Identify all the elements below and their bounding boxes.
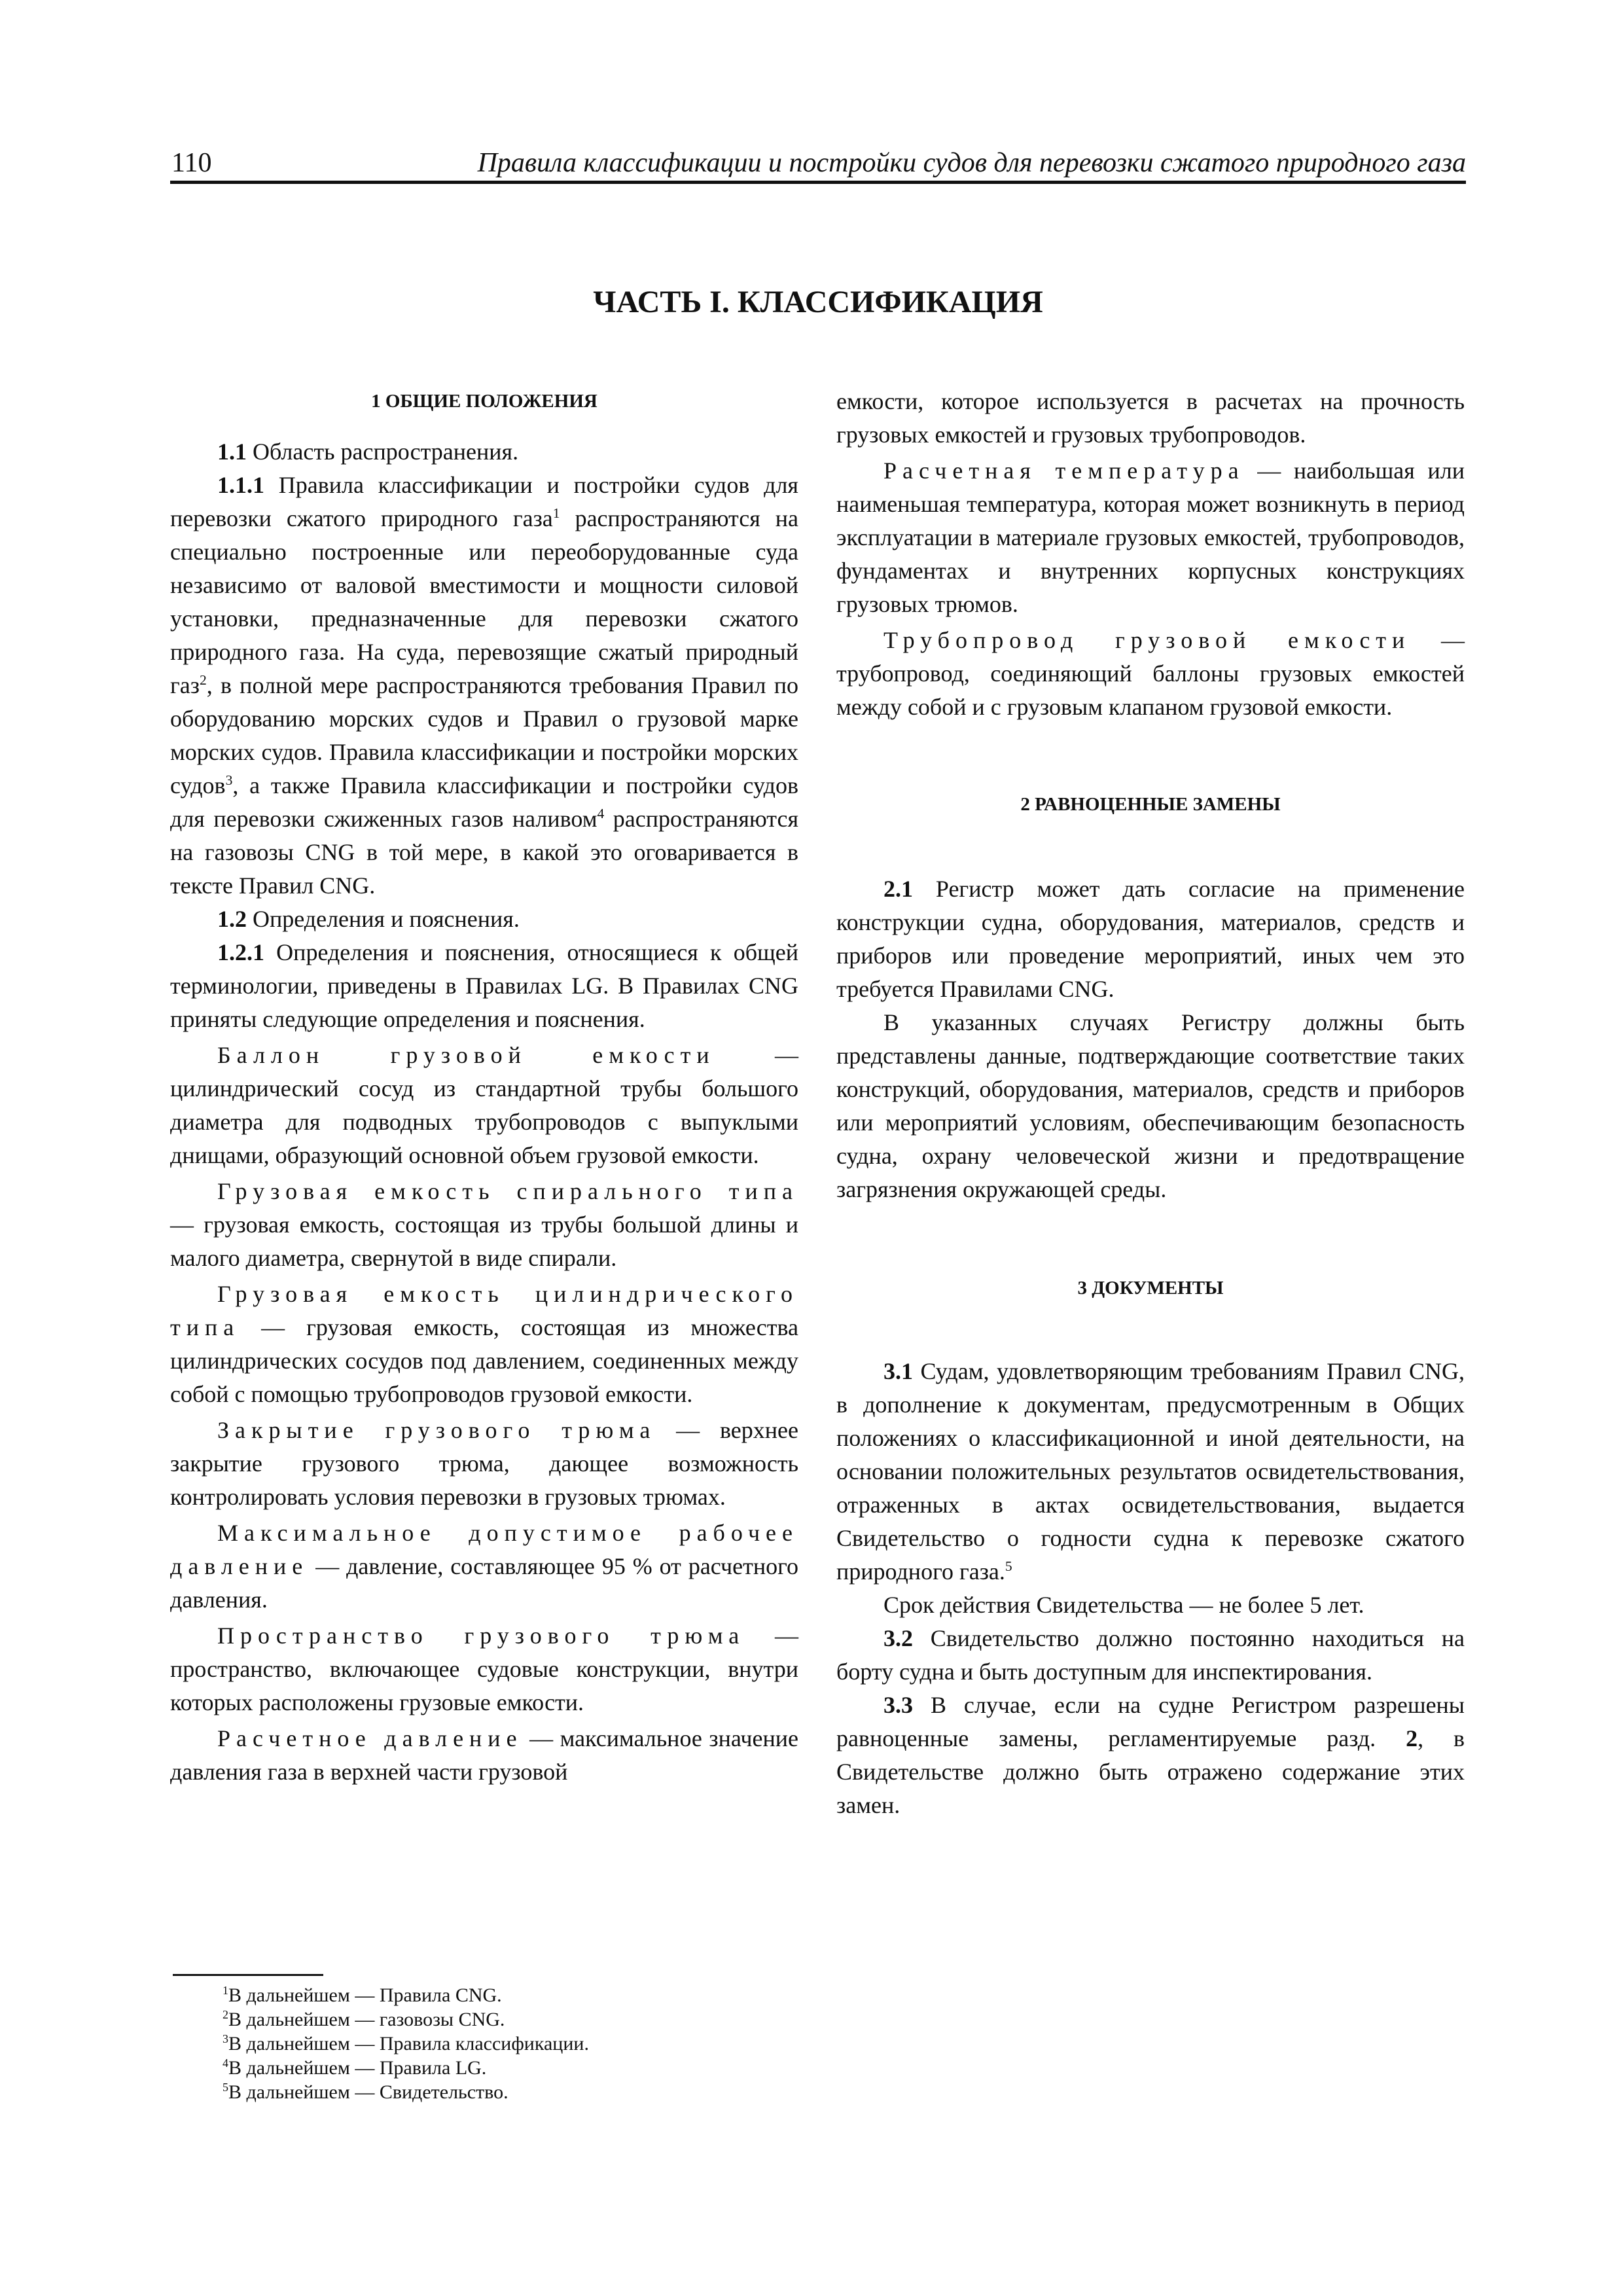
subsection-1-1-title: 1.1 Область распространения. — [217, 439, 519, 465]
definition-hold-closure: Закрытие грузового трюма — верхнее закрытие грузового трюма, дающее возможность контролировать условия перевозки в грузовых трюмах. — [170, 1417, 798, 1510]
definition-cylinder: Баллон грузовой емкости — цилиндрический сосуд из стандартной трубы большого диаметра для подводных трубопроводов с выпуклыми днищами, образующий основной объем грузовой емкости. — [170, 1042, 798, 1168]
subsection-1-2-title: 1.2 Определения и пояснения. — [217, 906, 520, 932]
part-title: ЧАСТЬ I. КЛАССИФИКАЦИЯ — [593, 285, 1043, 319]
paragraph-1-2-1: 1.2.1 Определения и пояснения, относящиеся к общей терминологии, приведены в Правилах LG. В Правилах CNG приняты следующие определения и пояснения. — [170, 939, 798, 1032]
paragraph-3-1-validity: Срок действия Свидетельства — не более 5 лет. — [883, 1592, 1364, 1618]
definition-max-working-pressure: Максимальное допустимое рабочее давление — давление, составляющее 95 % от расчетного давления. — [170, 1520, 798, 1613]
footnote-3: $^3$В дальнейшем — Правила классификации. — [223, 2032, 589, 2054]
paragraph-2-1-second: В указанных случаях Регистру должны быть представлены данные, подтверждающие соответствие таких конструкций, оборудования, материалов, средств и приборов или мероприятий условиям, обеспечивающим безопасность судна, охрану человеческой жизни и предотвращение загрязнения окружающей среды. — [836, 1009, 1465, 1202]
definition-design-pressure: Расчетное давление — максимальное значение давления газа в верхней части грузовой — [170, 1725, 798, 1785]
section-3-heading: 3 ДОКУМЕНТЫ — [1077, 1278, 1224, 1299]
definition-design-temperature: Расчетная температура — наибольшая или наименьшая температура, которая может возникнуть в период эксплуатации в материале грузовых емкостей, трубопроводов, фундаментах и внутренних корпусных конструкциях грузовых трюмов. — [836, 457, 1465, 617]
footnote-divider — [173, 1974, 323, 1976]
definition-spiral-tank: Грузовая емкость спирального типа — грузовая емкость, состоящая из трубы большой длины и малого диаметра, свернутой в виде спирали. — [170, 1178, 798, 1271]
paragraph-3-1: 3.1 Судам, удовлетворяющим требованиям Правил CNG, в дополнение к документам, предусмотренным в Общих положениях о классификационной и иной деятельности, на основании положительных результатов освидетельствования, отраженных в актах освидетельствования, выдается Свидетельство о годности судна к перевозке сжатого природного газа.$^5$ — [836, 1358, 1465, 1585]
right-column — [836, 385, 1465, 1822]
running-header — [170, 145, 1466, 184]
section-1-heading: 1 ОБЩИЕ ПОЛОЖЕНИЯ — [371, 391, 597, 412]
paragraph-1-1-1: 1.1.1 Правила классификации и постройки судов для перевозки сжатого природного газа$^1$ распространяются на специально построенные или переоборудованные суда независимо от валовой вместимости и мощности силовой установки, предназначенные для перевозки сжатого природного газа. На суда, перевозящие сжатый природный газ$^2$, в полной мере распространяются требования Правил по оборудованию морских судов и Правил о грузовой марке морских судов. Правила классификации и постройки морских судов$^3$, а также Правила классификации и постройки судов для перевозки сжиженных газов наливом$^4$ распространяются на газовозы CNG в той мере, в какой это оговаривается в тексте Правил CNG. — [170, 472, 799, 899]
paragraph-3-3: 3.3 В случае, если на судне Регистром разрешены равноценные замены, регламентируемые разд. 2, в Свидетельстве должно быть отражено содержание этих замен. — [836, 1692, 1465, 1818]
paragraph-3-2: 3.2 Свидетельство должно постоянно находиться на борту судна и быть доступным для инспектирования. — [836, 1625, 1465, 1685]
definition-cylindrical-tank: Грузовая емкость цилиндрического типа — грузовая емкость, состоящая из множества цилиндрических сосудов под давлением, соединенных между собой с помощью трубопроводов грузовой емкости. — [170, 1281, 798, 1407]
running-title: Правила классификации и постройки судов для перевозки сжатого природного газа — [477, 148, 1466, 178]
footnote-4: $^4$В дальнейшем — Правила LG. — [223, 2056, 487, 2079]
footnote-2: $^2$В дальнейшем — газовозы CNG. — [223, 2008, 505, 2030]
footnotes — [223, 1983, 589, 2104]
design-pressure-continued: емкости, которое используется в расчетах на прочность грузовых емкостей и грузовых трубопроводов. — [836, 388, 1465, 448]
definition-cargo-piping: Трубопровод грузовой емкости — трубопровод, соединяющий баллоны грузовых емкостей между собой и с грузовым клапаном грузовой емкости. — [836, 627, 1465, 720]
paragraph-2-1: 2.1 Регистр может дать согласие на применение конструкции судна, оборудования, материалов, средств и приборов или проведение мероприятий, иных чем это требуется Правилами CNG. — [836, 876, 1465, 1002]
footnote-1: $^1$В дальнейшем — Правила CNG. — [223, 1984, 502, 2006]
section-2-heading: 2 РАВНОЦЕННЫЕ ЗАМЕНЫ — [1020, 794, 1281, 815]
footnote-5: $^5$В дальнейшем — Свидетельство. — [223, 2081, 508, 2103]
page-number: 110 — [171, 148, 212, 178]
left-column — [170, 385, 798, 1789]
definition-hold-space: Пространство грузового трюма — пространство, включающее судовые конструкции, внутри которых расположены грузовые емкости. — [170, 1623, 799, 1715]
